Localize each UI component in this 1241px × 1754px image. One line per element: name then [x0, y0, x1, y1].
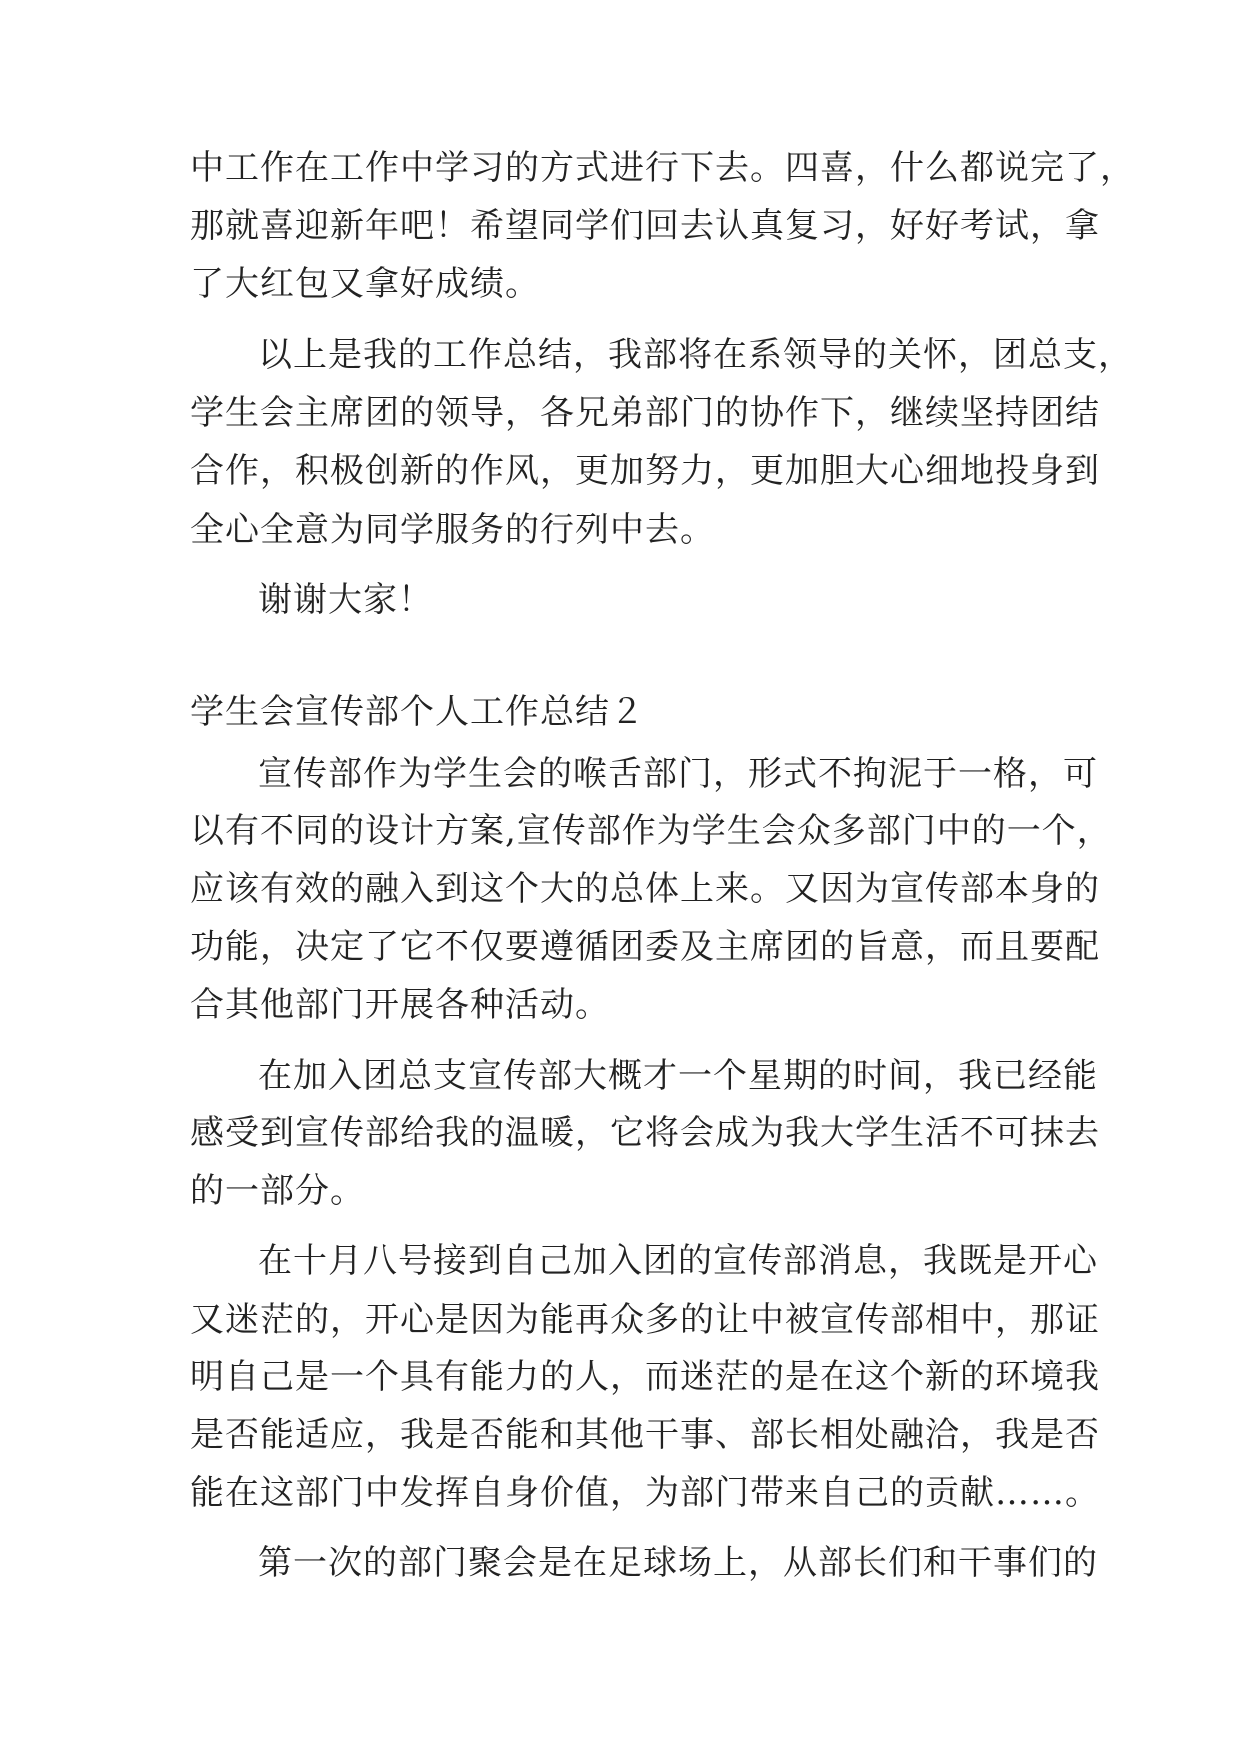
- text-line: 合作，积极创新的作风，更加努力，更加胆大心细地投身到: [190, 451, 1100, 491]
- text-line: 应该有效的融入到这个大的总体上来。又因为宣传部本身的: [190, 869, 1100, 909]
- text-line: 是否能适应，我是否能和其他干事、部长相处融洽，我是否: [190, 1415, 1100, 1455]
- text-line: 全心全意为同学服务的行列中去。: [190, 510, 715, 550]
- text-line: 以上是我的工作总结，我部将在系领导的关怀，团总支，: [258, 335, 1133, 375]
- text-line: 第一次的部门聚会是在足球场上，从部长们和干事们的: [258, 1543, 1098, 1583]
- text-line: 学生会主席团的领导，各兄弟部门的协作下，继续坚持团结: [190, 393, 1100, 433]
- section-heading: 学生会宣传部个人工作总结２: [190, 692, 645, 732]
- text-line: 了大红包又拿好成绩。: [190, 264, 540, 304]
- text-line: 在十月八号接到自己加入团的宣传部消息，我既是开心: [258, 1241, 1098, 1281]
- text-line: 能在这部门中发挥自身价值，为部门带来自己的贡献……。: [190, 1473, 1100, 1513]
- text-line: 那就喜迎新年吧！希望同学们回去认真复习，好好考试，拿: [190, 206, 1100, 246]
- text-line: 以有不同的设计方案,宣传部作为学生会众多部门中的一个，: [190, 811, 1112, 851]
- text-line: 在加入团总支宣传部大概才一个星期的时间，我已经能: [258, 1056, 1098, 1096]
- text-line: 中工作在工作中学习的方式进行下去。四喜，什么都说完了，: [190, 148, 1135, 188]
- text-line: 谢谢大家！: [258, 580, 433, 620]
- text-line: 宣传部作为学生会的喉舌部门，形式不拘泥于一格，可: [258, 754, 1098, 794]
- text-line: 感受到宣传部给我的温暖，它将会成为我大学生活不可抹去: [190, 1113, 1100, 1153]
- text-line: 合其他部门开展各种活动。: [190, 985, 610, 1025]
- text-line: 的一部分。: [190, 1171, 365, 1211]
- text-line: 明自己是一个具有能力的人，而迷茫的是在这个新的环境我: [190, 1357, 1100, 1397]
- text-line: 又迷茫的，开心是因为能再众多的让中被宣传部相中，那证: [190, 1300, 1100, 1340]
- text-line: 功能，决定了它不仅要遵循团委及主席团的旨意，而且要配: [190, 927, 1100, 967]
